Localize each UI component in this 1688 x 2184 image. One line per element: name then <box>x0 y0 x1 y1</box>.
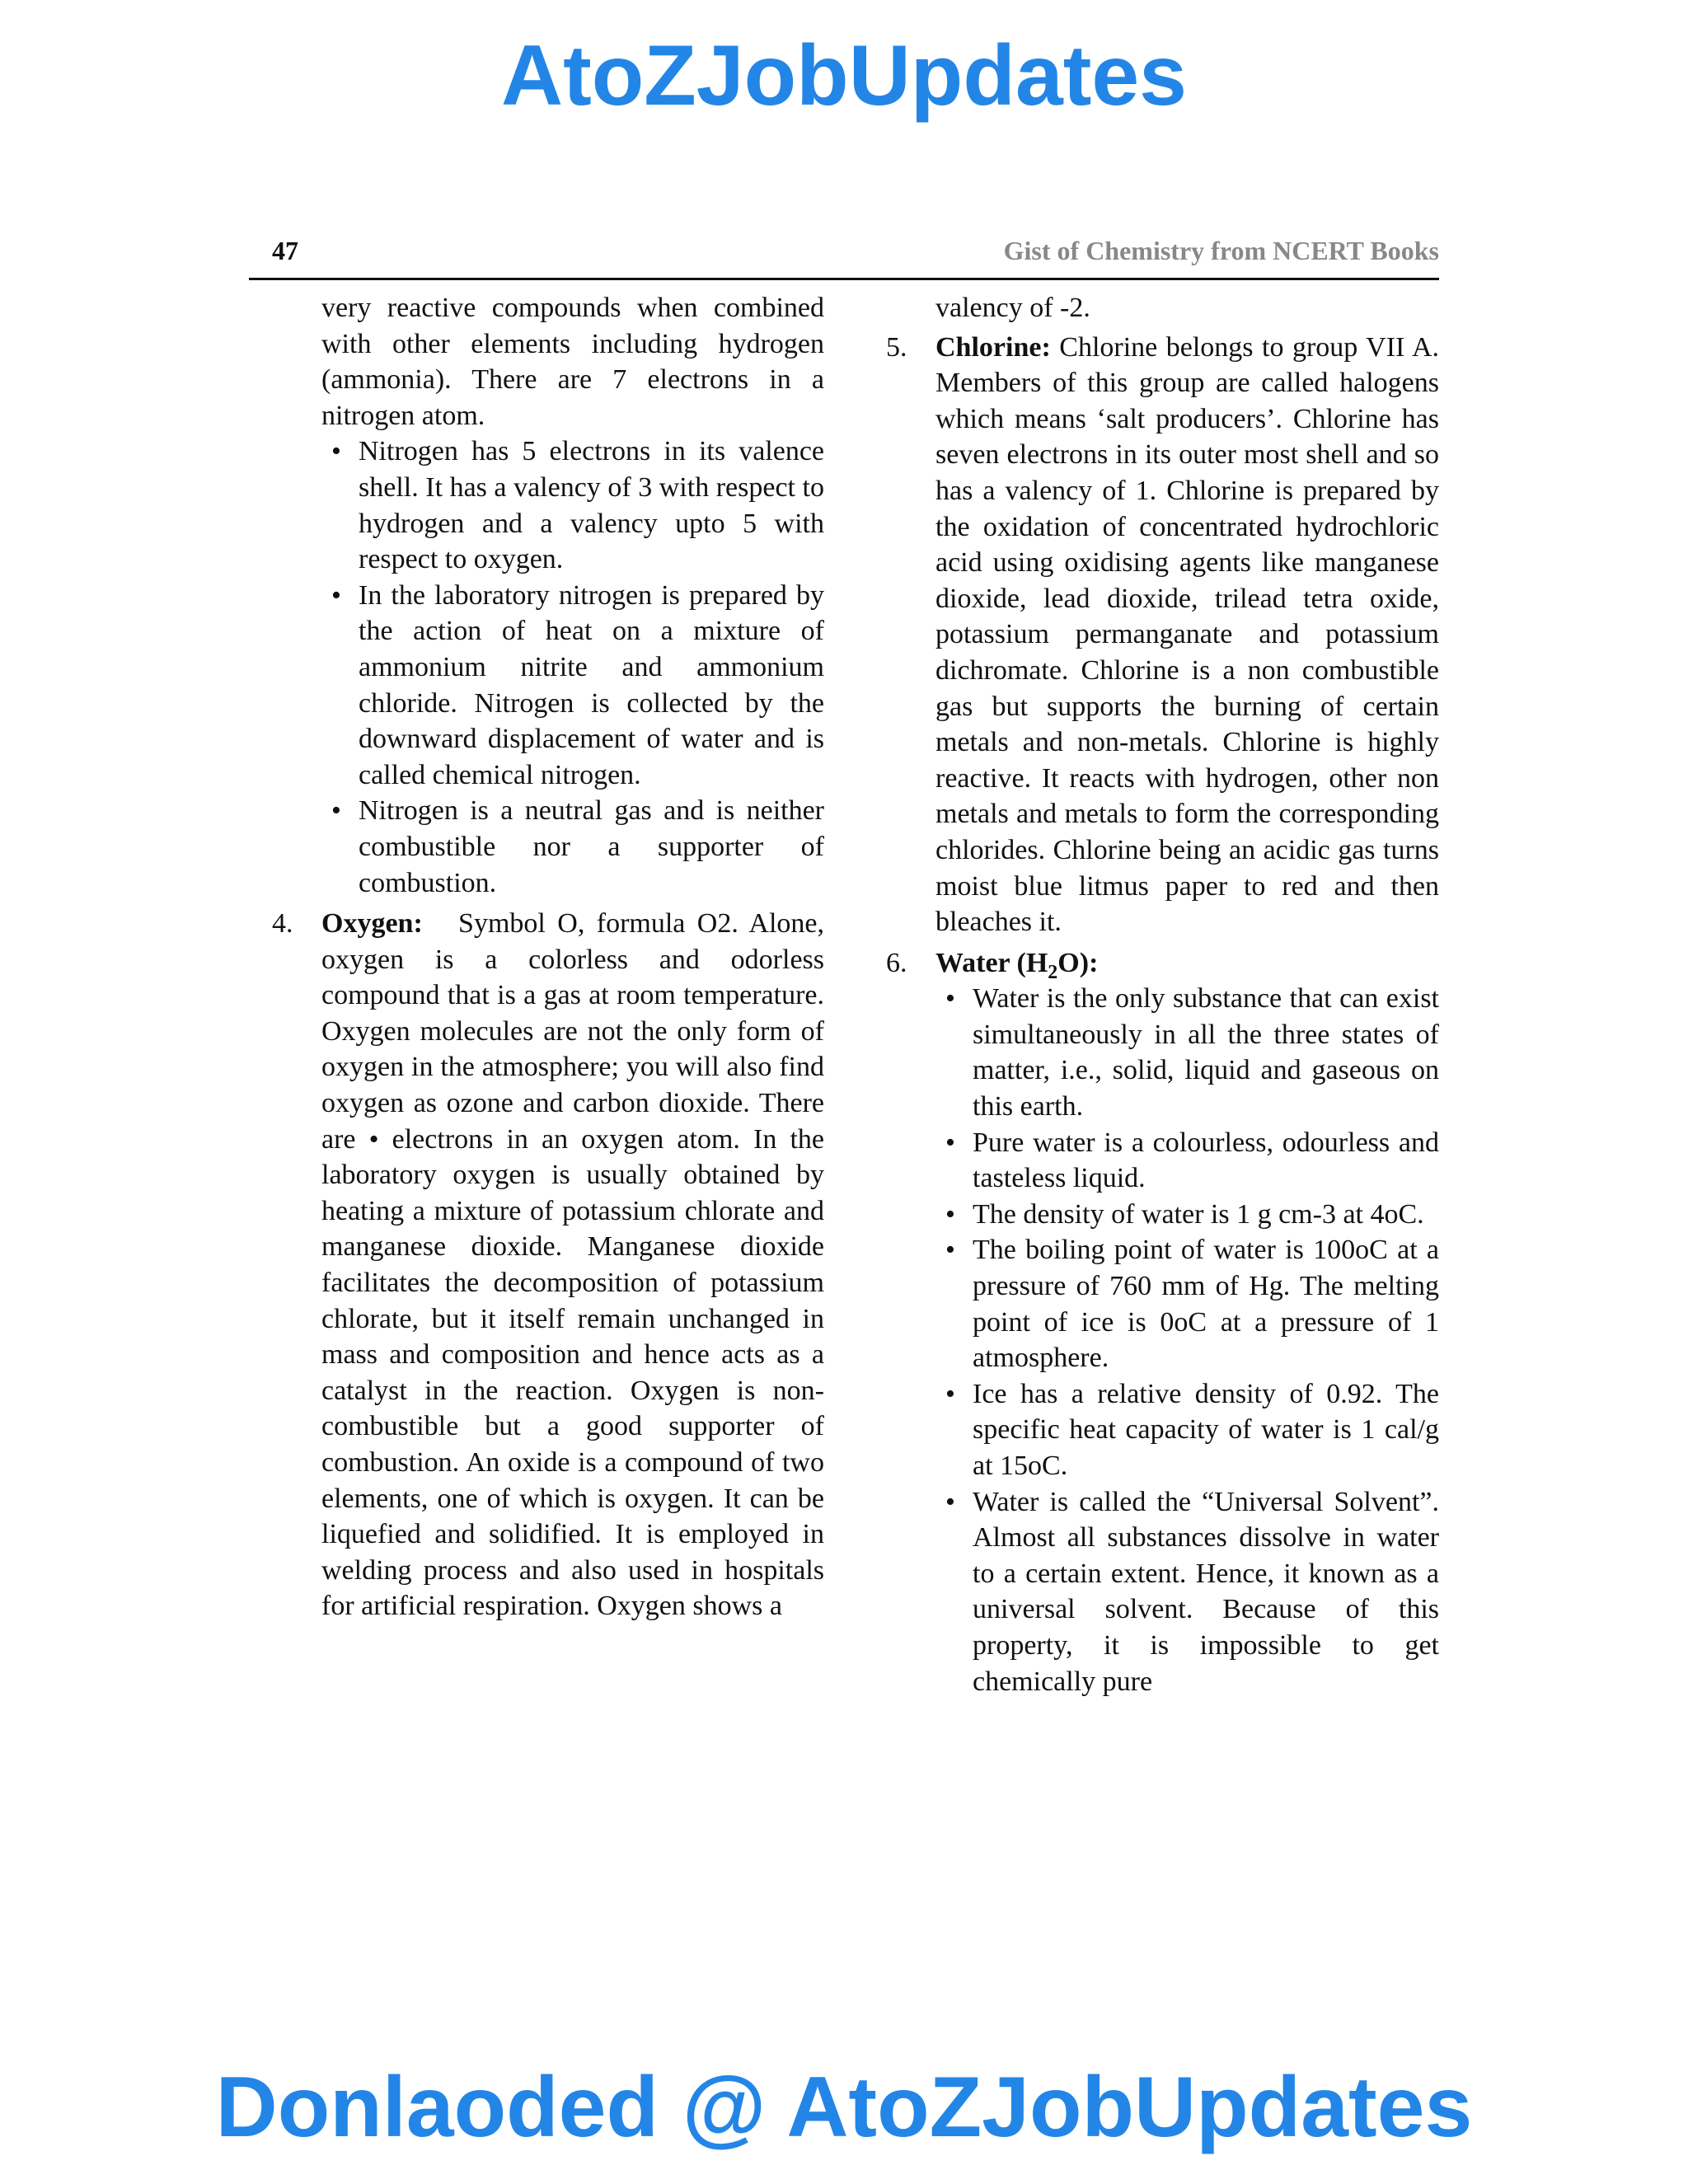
section-number: 6. <box>886 947 907 978</box>
list-item <box>331 578 824 794</box>
bullet-text: Nitrogen has 5 electrons in its valence shell. It has a valency of 3 with respect to hydrogen and a valency upto 5 with respect to oxygen. <box>359 436 824 575</box>
water-bullet-list <box>876 981 1439 1699</box>
watermark-top: AtoZJobUpdates <box>501 28 1187 124</box>
bullet-text: In the laboratory nitrogen is prepared by the action of heat on a mixture of ammonium nitrite and ammonium chloride. Nitrogen is collected by the downward displacement of water and is called chemical nitrogen. <box>359 579 824 790</box>
continuation-text: valency of -2. <box>935 293 1090 323</box>
bullet-text: The boiling point of water is 100oC at a pressure of 760 mm of Hg. The melting point of ice is 0oC at a pressure of 1 atmosphere. <box>973 1235 1439 1374</box>
oxygen-section <box>272 906 824 1624</box>
bullet-icon: • <box>331 795 341 827</box>
bullet-text: The density of water is 1 g cm-3 at 4oC. <box>973 1198 1424 1230</box>
running-head: Gist of Chemistry from NCERT Books <box>1003 236 1439 265</box>
list-item <box>945 1125 1439 1197</box>
section-heading: Water $(H_2O)$: <box>935 947 1099 983</box>
right-column <box>886 290 1439 1699</box>
list-item <box>945 1484 1439 1700</box>
bullet-text: Nitrogen is a neutral gas and is neither combustible nor a supporter of combustion. <box>359 795 824 898</box>
nitrogen-bullet-list <box>321 434 824 901</box>
section-text: Chlorine belongs to group VII A. Members of this group are called halogens which means ‘salt producers’. Chlorine has seven electrons in its outer most shell and so has a valency of 1. Chlorine is prepared by the oxidation of concentrated hydrochloric acid using oxidising agents like manganese dioxide, lead dioxide, trilead tetra oxide, potassium permanganate and potassium dichromate. Chlorine is a non combustible gas but supports the burning of certain metals and non-metals. Chlorine is highly reactive. It reacts with hydrogen, other non metals and metals to form the corresponding chlorides. Chlorine being an acidic gas turns moist blue litmus paper to red and then bleaches it. <box>935 331 1439 938</box>
chlorine-paragraph <box>935 330 1439 940</box>
section-heading: Oxygen: <box>321 908 423 940</box>
page-number: 47 <box>272 236 298 265</box>
bullet-icon: • <box>945 1235 955 1266</box>
bullet-icon: • <box>331 579 341 611</box>
list-item <box>945 1197 1439 1233</box>
oxygen-paragraph <box>321 906 824 1624</box>
section-number: 4. <box>272 908 293 940</box>
bullet-icon: • <box>945 1486 955 1517</box>
bullet-text: Pure water is a colourless, odourless and tasteless liquid. <box>973 1127 1439 1194</box>
list-item <box>331 434 824 577</box>
water-section <box>886 945 1439 1699</box>
section-number: 5. <box>886 331 907 363</box>
list-item <box>945 1232 1439 1376</box>
bullet-icon: • <box>945 1198 955 1230</box>
header-rule <box>249 278 1439 280</box>
bullet-icon: • <box>945 1127 955 1158</box>
section-heading: Chlorine: <box>935 331 1051 363</box>
left-column <box>272 290 824 1624</box>
bullet-text: Water is called the “Universal Solvent”. Almost all substances dissolve in water to a certain extent. Hence, it known as a universal solvent. Because of this property, it is impossible to get chemically pure <box>973 1486 1439 1697</box>
list-item <box>945 1376 1439 1484</box>
chlorine-section <box>886 330 1439 940</box>
section-text: Symbol O, formula O2. Alone, oxygen is a colorless and odorless compound that is a gas at room temperature. Oxygen molecules are not the only form of oxygen in the atmosphere; you will also find oxygen as ozone and carbon dioxide. There are • electrons in an oxygen atom. In the laboratory oxygen is usually obtained by heating a mixture of potassium chlorate and manganese dioxide. Manganese dioxide facilitates the decomposition of potassium chlorate, but it itself remain unchanged in mass and composition and hence acts as a catalyst in the reaction. Oxygen is non-combustible but a good supporter of combustion. An oxide is a compound of two elements, one of which is oxygen. It can be liquefied and solidified. It is employed in welding process and also used in hospitals for artificial respiration. Oxygen shows a <box>321 908 824 1622</box>
watermark-bottom: Donlaoded @ AtoZJobUpdates <box>215 2060 1473 2155</box>
bullet-text: Water is the only substance that can exist simultaneously in all the three states of matter, i.e., solid, liquid and gaseous on this earth. <box>973 983 1439 1122</box>
nitrogen-intro-paragraph: very reactive compounds when combined with other elements including hydrogen (ammonia). There are 7 electrons in a nitrogen atom. <box>321 293 824 431</box>
bullet-text: Ice has a relative density of 0.92. The specific heat capacity of water is 1 cal/g at 15oC. <box>973 1378 1439 1481</box>
bullet-icon: • <box>945 983 955 1015</box>
bullet-icon: • <box>945 1378 955 1409</box>
list-item <box>945 981 1439 1124</box>
bullet-icon: • <box>331 436 341 467</box>
list-item <box>331 793 824 901</box>
